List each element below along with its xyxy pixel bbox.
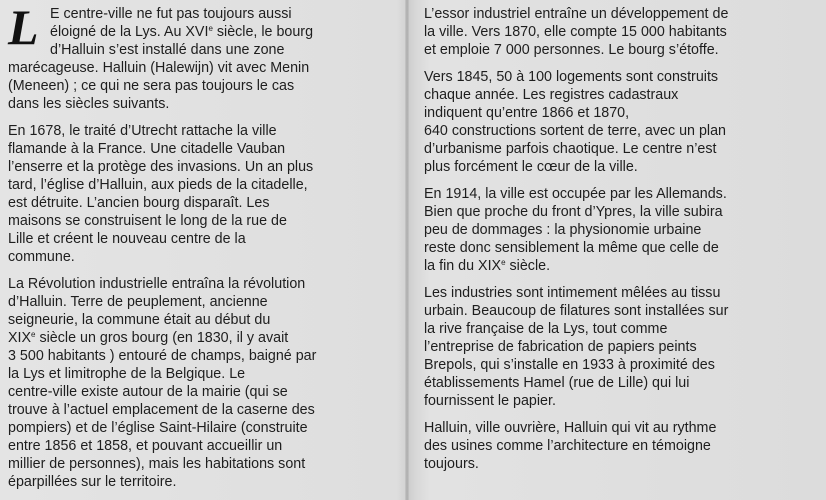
text-line: indiquent qu’entre 1866 et 1870, (424, 105, 630, 121)
text-line: millier de personnes), mais les habitations sont (8, 456, 306, 472)
text-line: Halluin, ville ouvrière, Halluin qui vit au rythme (424, 420, 717, 436)
text-line: et emploie 7 000 personnes. Le bourg s’étoffe. (424, 42, 719, 58)
text-line: la fin du XIXe siècle. (424, 258, 551, 274)
text-line: dans les siècles suivants. (8, 96, 170, 112)
text-line: centre-ville existe autour de la mairie (qui se (8, 384, 288, 400)
text-line: la Lys et limitrophe de la Belgique. Le (8, 366, 246, 382)
text-line: entre 1856 et 1858, et pouvant accueillir un (8, 438, 283, 454)
text-line: Vers 1845, 50 à 100 logements sont construits (424, 69, 719, 85)
text-line: la ville. Vers 1870, elle compte 15 000 habitants (424, 24, 727, 40)
paragraph-1 (8, 0, 392, 113)
text-line: est détruite. L’ancien bourg disparaît. Les (8, 195, 270, 211)
text-line: trouve à l’actuel emplacement de la caserne des (8, 402, 315, 418)
text-line: établissements Hamel (rue de Lille) qui lui (424, 375, 690, 391)
text-line: d’Halluin. Terre de peuplement, ancienne (8, 294, 268, 310)
text-line: marécageuse. Halluin (Halewijn) vit avec Menin (8, 60, 310, 76)
text-line: Les industries sont intimement mêlées au tissu (424, 285, 721, 301)
text-line: Bien que proche du front d’Ypres, la ville subira (424, 204, 723, 220)
text-line: des usines comme l’architecture en témoigne (424, 438, 711, 454)
paragraph-5 (424, 68, 818, 176)
text-line: la rive française de la Lys, tout comme (424, 321, 668, 337)
text-line: En 1914, la ville est occupée par les Allemands. (424, 186, 727, 202)
text-line: tard, l’église d’Halluin, aux pieds de la citadelle, (8, 177, 308, 193)
text-line: 640 constructions sortent de terre, avec un plan (424, 123, 727, 139)
text-line: d’urbanisme parfois chaotique. Le centre n’est (424, 141, 717, 157)
paragraph-2 (8, 122, 392, 266)
text-line: toujours. (424, 456, 479, 472)
page-fold (405, 0, 409, 500)
text-line: seigneurie, la commune était au début du (8, 312, 271, 328)
text-line: E centre-ville ne fut pas toujours aussi (50, 6, 292, 22)
text-line: urbain. Beaucoup de filatures sont installées sur (424, 303, 729, 319)
paragraph-7 (424, 284, 818, 410)
paragraph-3 (8, 275, 392, 491)
paragraph-6 (424, 185, 818, 275)
text-line: En 1678, le traité d’Utrecht rattache la ville (8, 123, 277, 139)
text-line: 3 500 habitants ) entouré de champs, baigné par (8, 348, 317, 364)
text-line: flamande à la France. Une citadelle Vauban (8, 141, 286, 157)
text-line: (Meneen) ; ce qui ne sera pas toujours le cas (8, 78, 295, 94)
paragraph-8 (424, 419, 818, 473)
text-line: Brepols, qui s’installe en 1933 à proximité des (424, 357, 715, 373)
text-line: L’essor industriel entraîne un développement de (424, 6, 729, 22)
text-line: éparpillées sur le territoire. (8, 474, 177, 490)
text-line: peu de dommages : la physionomie urbaine (424, 222, 702, 238)
text-line: Lille et créent le nouveau centre de la (8, 231, 246, 247)
text-line: éloigné de la Lys. Au XVIe siècle, le bourg (50, 24, 314, 40)
text-line: pompiers) et de l’église Saint-Hilaire (construite (8, 420, 308, 436)
drop-cap-letter: L (8, 0, 39, 55)
text-line: chaque année. Les registres cadastraux (424, 87, 679, 103)
text-line: maisons se construisent le long de la rue de (8, 213, 287, 229)
right-column (424, 5, 818, 482)
text-line: La Révolution industrielle entraîna la révolution (8, 276, 306, 292)
text-line: l’enserre et la protège des invasions. Un an plus (8, 159, 314, 175)
text-line: XIXe siècle un gros bourg (en 1830, il y avait (8, 330, 289, 346)
text-line: reste donc sensiblement la même que celle de (424, 240, 719, 256)
paragraph-4 (424, 5, 818, 59)
left-column (8, 0, 392, 500)
text-line: fournissent le papier. (424, 393, 556, 409)
text-line: d’Halluin s’est installé dans une zone (50, 42, 285, 58)
text-line: l’entreprise de fabrication de papiers peints (424, 339, 697, 355)
text-line: commune. (8, 249, 75, 265)
text-line: plus forcément le cœur de la ville. (424, 159, 638, 175)
